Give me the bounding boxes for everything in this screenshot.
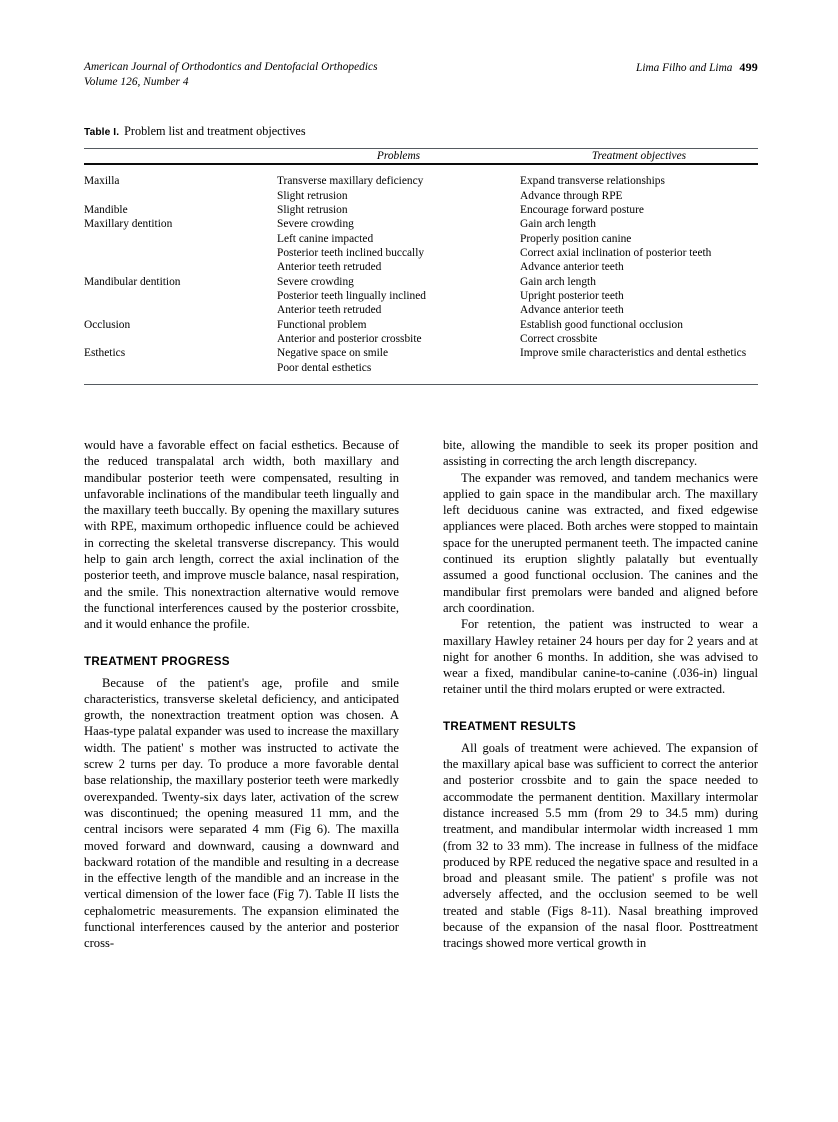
journal-name: American Journal of Orthodontics and Dentofacial Orthopedics bbox=[84, 61, 378, 73]
cell-category: Maxillary dentition bbox=[84, 218, 173, 231]
column-header-category bbox=[84, 149, 277, 163]
paragraph-continued-left: would have a favorable effect on facial esthetics. Because of the reduced transpalatal arch width, both maxillary and mandibular posterior teeth were compensated, resulting in unfavorable inclinations of the mandibular teeth lingually and the maxillary teeth buccally. By opening the maxillary sutures with RPE, maximum orthopedic influence could be achieved in correcting the skeletal transverse discrepancy. This would help to gain arch length, correct the axial inclination of the posterior teeth, and improve muscle balance, nasal respiration, and the smile. This nonextraction alternative would remove the functional interferences caused by the posterior crossbite, and it would enhance the profile. bbox=[84, 438, 399, 632]
cell-problem: Transverse maxillary deficiency bbox=[277, 175, 424, 188]
cell-problem: Negative space on smile bbox=[277, 347, 389, 360]
heading-treatment-progress: TREATMENT PROGRESS bbox=[84, 654, 230, 668]
cell-category bbox=[84, 189, 277, 203]
table-row bbox=[84, 332, 758, 346]
table-row bbox=[84, 232, 758, 246]
table-row bbox=[84, 346, 758, 360]
table-row bbox=[84, 289, 758, 303]
table-number: Table I. bbox=[84, 127, 120, 138]
column-header-objectives: Treatment objectives bbox=[591, 150, 687, 162]
spacer bbox=[84, 633, 399, 654]
cell-category bbox=[84, 246, 277, 260]
problem-list-rows bbox=[84, 165, 758, 384]
cell-category: Esthetics bbox=[84, 347, 126, 360]
table-row bbox=[84, 203, 758, 217]
table-bottom-rule bbox=[84, 384, 758, 385]
table-title: Problem list and treatment objectives bbox=[124, 124, 306, 138]
paragraph-continued-right: bite, allowing the mandible to seek its proper position and assisting in correcting the arch length discrepancy. bbox=[443, 438, 758, 469]
left-column bbox=[84, 437, 399, 952]
paragraph-expander: The expander was removed, and tandem mechanics were applied to gain space in the mandibular arch. The maxillary left deciduous canine was extracted, and fixed edgewise appliances were placed. Both arches were stopped to maintain space for the unerupted permanent teeth. The impacted canine continued its eruption slightly palatally but eventually assumed a good functional occlusion. The canines and the mandibular first premolars were banded and aligned before arch coordination. bbox=[443, 470, 758, 615]
paragraph-treatment-progress: Because of the patient's age, profile and smile characteristics, transverse skeletal deficiency, and anticipated growth, the nonextraction treatment option was chosen. A Haas-type palatal expander was used to increase the maxillary width. The patient' s mother was instructed to activate the screw 2 turns per day. To produce a more favorable dental base relationship, the maxillary posterior teeth were markedly overexpanded. Twenty-six days later, activation of the screw was discontinued; the opening measured 11 mm, and the central incisors were separated 4 mm (Fig 6). The maxilla moved forward and downward, causing a downward and backward rotation of the mandible and resulting in a decrease in the effective length of the mandible and an increase in the vertical dimension of the lower face (Fig 7). Table II lists the cephalometric measurements. The expansion eliminated the functional interferences caused by the anterior and posterior cross- bbox=[84, 675, 399, 951]
cell-objective: Advance anterior teeth bbox=[520, 261, 624, 274]
cell-category bbox=[84, 260, 277, 274]
table-row bbox=[84, 361, 758, 384]
cell-objective: Advance through RPE bbox=[520, 189, 623, 202]
cell-objective: Gain arch length bbox=[520, 218, 596, 231]
cell-category bbox=[84, 289, 277, 303]
cell-objective: Establish good functional occlusion bbox=[520, 318, 683, 331]
cell-objective: Improve smile characteristics and dental esthetics bbox=[520, 347, 747, 360]
cell-problem: Posterior teeth lingually inclined bbox=[277, 290, 426, 303]
table-row bbox=[84, 246, 758, 260]
author-names: Lima Filho and Lima bbox=[636, 62, 733, 74]
table-row bbox=[84, 165, 758, 188]
table-caption bbox=[84, 124, 758, 140]
column-header-problems: Problems bbox=[376, 150, 421, 162]
spacer bbox=[443, 698, 758, 719]
cell-category bbox=[84, 361, 277, 384]
cell-problem: Posterior teeth inclined buccally bbox=[277, 247, 425, 260]
volume-issue: Volume 126, Number 4 bbox=[84, 75, 189, 88]
cell-problem: Slight retrusion bbox=[277, 189, 348, 202]
page-number: 499 bbox=[739, 60, 758, 74]
cell-objective: Properly position canine bbox=[520, 232, 632, 245]
cell-problem: Left canine impacted bbox=[277, 232, 374, 245]
paragraph-retention: For retention, the patient was instructed to wear a maxillary Hawley retainer 24 hours per day for 2 years and at night for another 6 months. In addition, she was advised to wear a fixed, mandibular canine-to-canine (.036-in) lingual retainer until the third molars erupted or were extracted. bbox=[443, 617, 758, 697]
running-head-right bbox=[636, 60, 758, 76]
cell-objective: Expand transverse relationships bbox=[520, 175, 665, 188]
cell-category bbox=[84, 303, 277, 317]
cell-problem: Anterior and posterior crossbite bbox=[277, 333, 422, 346]
cell-category: Occlusion bbox=[84, 318, 131, 331]
problem-list-table bbox=[84, 149, 758, 163]
heading-treatment-results: TREATMENT RESULTS bbox=[443, 719, 577, 733]
cell-category: Maxilla bbox=[84, 175, 120, 188]
table-rows-body bbox=[84, 165, 758, 384]
cell-category bbox=[84, 232, 277, 246]
cell-objective: Correct crossbite bbox=[520, 333, 598, 346]
cell-problem: Severe crowding bbox=[277, 218, 354, 231]
cell-objective: Upright posterior teeth bbox=[520, 290, 624, 303]
table-row bbox=[84, 275, 758, 289]
cell-problem: Poor dental esthetics bbox=[277, 361, 372, 374]
cell-category: Mandible bbox=[84, 204, 128, 217]
cell-objective: Advance anterior teeth bbox=[520, 304, 624, 317]
cell-problem: Severe crowding bbox=[277, 275, 354, 288]
paragraph-treatment-results: All goals of treatment were achieved. The expansion of the maxillary apical base was sufficient to correct the anterior and posterior crossbite and to gain the space needed to accommodate the permanent dentition. Maxillary intermolar distance increased 5.5 mm (from 29 to 34.5 mm) during treatment, and mandibular intermolar width increased 1 mm (from 32 to 33 mm). The increase in fullness of the midface produced by RPE reduced the negative space and resulted in a broad and pleasant smile. The patient' s profile was not adversely affected, and the occlusion seemed to be well treated and stable (Figs 8-11). Nasal breathing improved because of the expansion of the nasal floor. Posttreatment tracings showed more vertical growth in bbox=[443, 740, 758, 951]
running-head-left bbox=[84, 60, 378, 89]
cell-objective: Encourage forward posture bbox=[520, 204, 644, 217]
table-row bbox=[84, 303, 758, 317]
table-row bbox=[84, 318, 758, 332]
table-row bbox=[84, 260, 758, 274]
table-row bbox=[84, 189, 758, 203]
cell-problem: Anterior teeth retruded bbox=[277, 304, 382, 317]
cell-problem: Slight retrusion bbox=[277, 204, 348, 217]
table-row bbox=[84, 217, 758, 231]
cell-objective: Gain arch length bbox=[520, 275, 596, 288]
table-block bbox=[84, 124, 758, 385]
table-body bbox=[84, 149, 758, 163]
cell-objective: Correct axial inclination of posterior teeth bbox=[520, 247, 712, 260]
table-header-row bbox=[84, 149, 758, 163]
right-column bbox=[443, 437, 758, 952]
cell-problem: Functional problem bbox=[277, 318, 367, 331]
cell-category: Mandibular dentition bbox=[84, 275, 181, 288]
cell-category bbox=[84, 332, 277, 346]
running-head bbox=[84, 60, 758, 94]
cell-objective bbox=[520, 361, 758, 384]
cell-problem: Anterior teeth retruded bbox=[277, 261, 382, 274]
